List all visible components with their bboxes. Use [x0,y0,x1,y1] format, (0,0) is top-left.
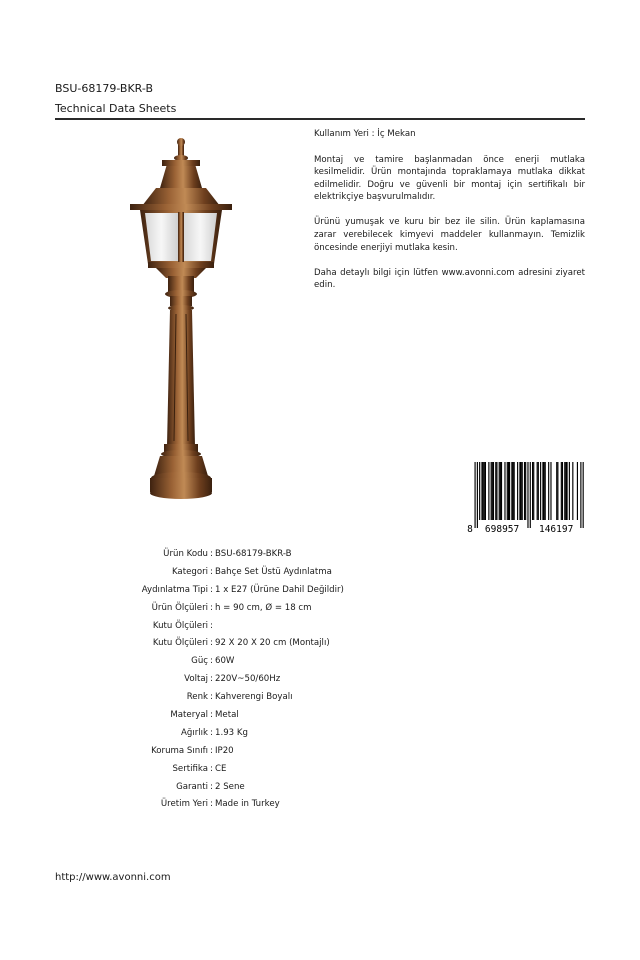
barcode-bar [496,462,497,520]
spec-value: 60W [215,656,235,667]
safety-note: Montaj ve tamire başlanmadan önce enerji mutlaka kesilmelidir. Ürün montajında topraklamaya mutlaka dikkat edilmelidir. Doğru ve güvenli bir montaj için sertifikalı bir elektrikçiye başvurulmalıdır. [314,154,585,203]
spec-row-certificate [95,760,344,778]
spec-separator: : [210,763,213,774]
spec-label: Kutu Ölçüleri [152,638,208,649]
barcode-bar [537,462,538,520]
barcode-bar [521,462,522,520]
spec-separator: : [210,781,213,792]
barcode-bar [499,462,500,520]
barcode-graphic [466,462,586,534]
barcode-bar [583,462,584,528]
barcode-digits: 146197 [538,524,574,534]
barcode-bar [525,462,526,520]
spec-row-power [95,652,344,670]
spec-separator: : [210,727,213,738]
barcode-bar [511,462,512,520]
spec-label: Kategori [171,566,208,577]
spec-value: Kahverengi Boyalı [215,692,293,703]
barcode-bar [514,462,515,520]
barcode-bar [565,462,566,520]
spec-row-protection-class [95,742,344,760]
barcode-bar [533,462,534,520]
barcode-bar [550,462,551,520]
spec-value: h = 90 cm, Ø = 18 cm [215,602,312,613]
barcode-bar [484,462,485,520]
barcode-bar [479,462,480,520]
barcode-bar [491,462,492,520]
spec-label: Voltaj [184,674,208,685]
spec-separator: : [210,674,213,685]
spec-value: Metal [215,709,239,720]
barcode-bar [577,462,578,520]
barcode-bar [538,462,539,520]
spec-separator: : [210,656,213,667]
barcode-bar [500,462,501,520]
barcode-bar [495,462,496,520]
barcode-bar [509,462,510,520]
spec-label: Renk [186,692,208,703]
barcode-bar [580,462,581,528]
website-note: Daha detaylı bilgi için lütfen www.avonni.com adresini ziyaret edin. [314,267,585,291]
spec-separator: : [210,620,213,631]
barcode-bar [530,462,531,528]
spec-separator: : [210,548,213,559]
spec-row-warranty [95,778,344,796]
spec-value: 92 X 20 X 20 cm (Montajlı) [215,638,330,649]
spec-separator: : [210,692,213,703]
spec-label: Aydınlatma Tipi [141,584,208,595]
barcode-bar [492,462,493,520]
spec-value: Made in Turkey [215,799,280,810]
document-subtitle: Technical Data Sheets [55,102,177,115]
spec-row-category [95,563,344,581]
spec-row-product-dimensions [95,599,344,617]
spec-label: Koruma Sınıfı [151,745,208,756]
barcode-bar [475,462,476,528]
barcode-bar [562,462,563,520]
spec-row-box-dimensions [95,634,344,652]
spec-row-origin [95,795,344,813]
barcode-bar [483,462,484,520]
spec-value: IP20 [215,745,234,756]
spec-label: Garanti [176,781,208,792]
footer-website-link[interactable]: http://www.avonni.com [55,872,171,883]
spec-separator: : [210,638,213,649]
spec-value: 1.93 Kg [215,727,248,738]
barcode-bar [564,462,565,520]
product-image [122,136,240,504]
spec-row-color [95,688,344,706]
spec-label: Ürün Ölçüleri [151,602,208,613]
spec-value: BSU-68179-BKR-B [215,548,292,559]
spec-value: 2 Sene [215,781,245,792]
barcode-digits: 698957 [484,524,520,534]
spec-row-box-dimensions-empty [95,617,344,635]
barcode-bar [493,462,494,520]
barcode-bar [561,462,562,520]
spec-row-voltage [95,670,344,688]
barcode-bar [545,462,546,520]
barcode-bar [517,462,518,520]
barcode-bar [522,462,523,520]
spec-label: Sertifika [172,763,208,774]
barcode-bar [488,462,489,520]
spec-label: Materyal [170,709,208,720]
barcode-bar [508,462,509,520]
spec-value: Bahçe Set Üstü Aydınlatma [215,566,332,577]
usage-location: Kullanım Yeri : İç Mekan [314,129,416,139]
spec-row-material [95,706,344,724]
document-product-code: BSU-68179-BKR-B [55,82,154,95]
barcode-bar [557,462,558,520]
barcode-bar [507,462,508,520]
header-divider [55,118,585,120]
barcode-digits: 8 [467,524,473,534]
spec-label: Kutu Ölçüleri [152,620,208,631]
spec-row-lighting-type [95,581,344,599]
barcode-bar [532,462,533,520]
spec-separator: : [210,799,213,810]
barcode-bar [569,462,570,520]
spec-separator: : [210,709,213,720]
barcode-bar [501,462,502,520]
barcode-bar [544,462,545,520]
barcode-bar [556,462,557,520]
spec-value: 1 x E27 (Ürüne Dahil Değildir) [215,584,344,595]
barcode-bar [481,462,482,520]
care-note: Ürünü yumuşak ve kuru bir bez ile silin. Ürün kaplamasına zarar verebilecek kimyevi maddeler kullanmayın. Temizlik öncesinde enerjiyi mutlaka kesin. [314,217,585,253]
barcode-bar [527,462,528,528]
spec-label: Ağırlık [180,727,208,738]
barcode-bar [512,462,513,520]
barcode-bar [567,462,568,520]
barcode-bar [504,462,505,520]
spec-label: Güç [191,656,208,667]
barcode-bar [542,462,543,520]
barcode-bar [548,462,549,520]
barcode [466,462,586,534]
spec-separator: : [210,745,213,756]
garden-lamp-illustration [122,136,240,504]
spec-table [95,545,344,813]
spec-row-weight [95,724,344,742]
barcode-bar [540,462,541,520]
spec-separator: : [210,566,213,577]
spec-value: CE [215,763,227,774]
spec-separator: : [210,602,213,613]
barcode-bar [524,462,525,520]
spec-value: 220V~50/60Hz [215,674,281,685]
product-info [314,128,585,304]
spec-label: Ürün Kodu [163,548,208,559]
barcode-bar [485,462,486,520]
barcode-bar [572,462,573,520]
spec-separator: : [210,584,213,595]
barcode-bar [519,462,520,520]
spec-row-product-code [95,545,344,563]
barcode-bar [477,462,478,528]
spec-label: Üretim Yeri [160,799,208,810]
